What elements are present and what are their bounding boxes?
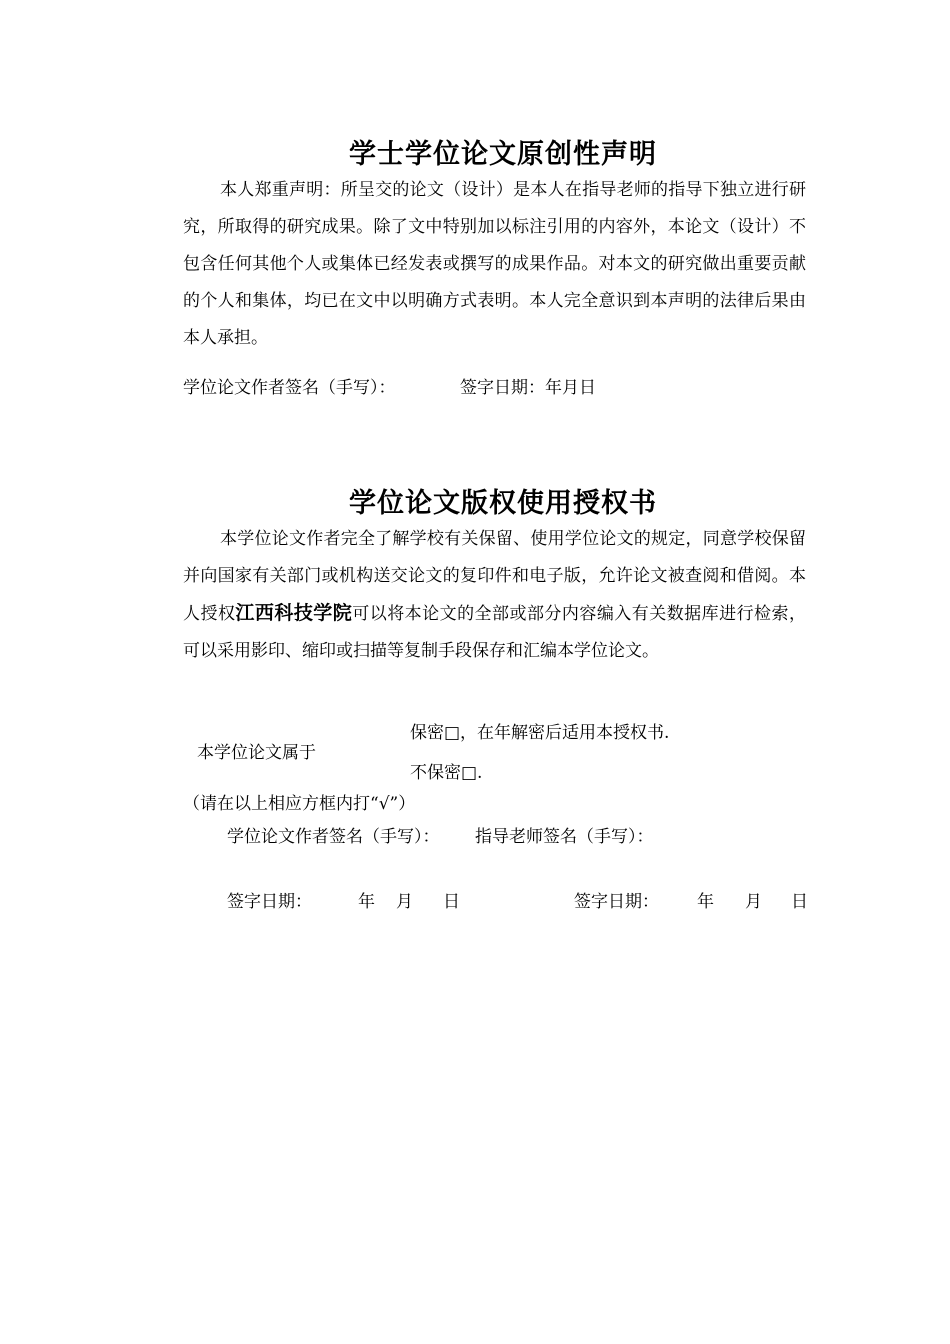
authorization-body xyxy=(183,521,806,670)
authorization-body-part2: 可以将本论文的全部或部分内容编入有关数据库进行检索，可以采用影印、缩印或扫描等复制手段保存和汇编本学位论文。 xyxy=(183,604,807,661)
authorization-title: 学位论文版权使用授权书 xyxy=(349,488,657,519)
author-date-day: 日 xyxy=(443,892,460,912)
authorization-body-part1: 本学位论文作者完全了解学校有关保留、使用学位论文的规定，同意学校保留并向国家有关部门或机构送交论文的复印件和电子版，允许论文被查阅和借阅。本人授权 xyxy=(183,529,806,624)
advisor-date-year: 年 xyxy=(697,892,714,912)
declaration-title: 学士学位论文原创性声明 xyxy=(349,139,657,170)
advisor-signature: 指导老师签名（手写）： xyxy=(475,827,654,847)
author-date-year: 年 xyxy=(358,892,375,912)
advisor-date-label: 签字日期： xyxy=(574,892,659,912)
declaration-sign-date: 签字日期：年月日 xyxy=(460,378,596,398)
classification-label: 本学位论文属于 xyxy=(197,743,316,763)
author-date-label: 签字日期： xyxy=(227,892,312,912)
advisor-date-day: 日 xyxy=(791,892,808,912)
option-secret: 保密□，在年解密后适用本授权书. xyxy=(410,723,670,743)
option-nonsecret: 不保密□. xyxy=(410,763,483,783)
declaration-body: 本人郑重声明：所呈交的论文（设计）是本人在指导老师的指导下独立进行研究，所取得的研究成果。除了文中特别加以标注引用的内容外，本论文（设计）不包含任何其他个人或集体已经发表或撰写的成果作品。对本文的研究做出重要贡献的个人和集体，均已在文中以明确方式表明。本人完全意识到本声明的法律后果由本人承担。 xyxy=(183,180,806,348)
authorization-author-signature: 学位论文作者签名（手写）： xyxy=(227,827,440,847)
advisor-date-month: 月 xyxy=(745,892,762,912)
declaration-author-signature: 学位论文作者签名（手写）： xyxy=(183,378,396,398)
checkbox-instruction: （请在以上相应方框内打“√”） xyxy=(183,794,416,814)
author-date-month: 月 xyxy=(396,892,413,912)
institution-name: 江西科技学院 xyxy=(235,602,353,624)
